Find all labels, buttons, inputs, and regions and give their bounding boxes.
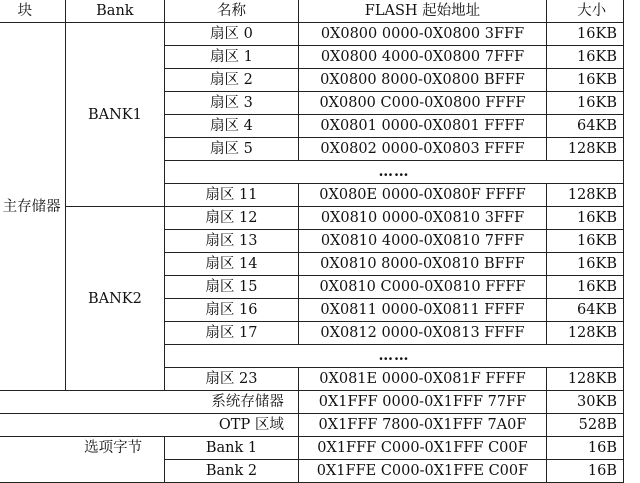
sector-name: 扇区 2 bbox=[165, 69, 299, 92]
header-name: 名称 bbox=[165, 0, 299, 23]
sector-name: 扇区 3 bbox=[165, 92, 299, 115]
header-row bbox=[0, 0, 624, 23]
table-row bbox=[0, 437, 624, 460]
otp-size: 528B bbox=[547, 414, 624, 437]
sector-size: 128KB bbox=[547, 184, 624, 207]
sector-size: 16KB bbox=[547, 230, 624, 253]
option-bank-address: 0X1FFF C000-0X1FFF C00F bbox=[298, 437, 546, 460]
otp-address: 0X1FFF 7800-0X1FFF 7A0F bbox=[298, 414, 546, 437]
ellipsis: …… bbox=[165, 345, 624, 368]
sector-size: 16KB bbox=[547, 253, 624, 276]
main-memory-label: 主存储器 bbox=[0, 23, 65, 391]
sector-name: 扇区 23 bbox=[165, 368, 299, 391]
sector-name: 扇区 16 bbox=[165, 299, 299, 322]
sector-address: 0X0812 0000-0X0813 FFFF bbox=[298, 322, 546, 345]
sector-name: 扇区 15 bbox=[165, 276, 299, 299]
sector-size: 128KB bbox=[547, 138, 624, 161]
sector-size: 128KB bbox=[547, 322, 624, 345]
ellipsis: …… bbox=[165, 161, 624, 184]
sector-name: 扇区 12 bbox=[165, 207, 299, 230]
sector-name: 扇区 4 bbox=[165, 115, 299, 138]
system-memory-label: 系统存储器 bbox=[0, 391, 298, 414]
option-bank-size: 16B bbox=[547, 460, 624, 483]
sector-size: 16KB bbox=[547, 92, 624, 115]
sector-size: 64KB bbox=[547, 299, 624, 322]
option-bank-address: 0X1FFE C000-0X1FFE C00F bbox=[298, 460, 546, 483]
bank1-label: BANK1 bbox=[65, 23, 164, 207]
sector-size: 16KB bbox=[547, 46, 624, 69]
sector-size: 16KB bbox=[547, 69, 624, 92]
option-bank-name: Bank 2 bbox=[165, 460, 299, 483]
otp-label: OTP 区域 bbox=[0, 414, 298, 437]
sector-address: 0X0800 C000-0X0800 FFFF bbox=[298, 92, 546, 115]
table-row bbox=[0, 391, 624, 414]
sector-address: 0X0810 8000-0X0810 BFFF bbox=[298, 253, 546, 276]
sector-address: 0X0801 0000-0X0801 FFFF bbox=[298, 115, 546, 138]
sector-address: 0X0810 4000-0X0810 7FFF bbox=[298, 230, 546, 253]
sector-name: 扇区 11 bbox=[165, 184, 299, 207]
sector-address: 0X080E 0000-0X080F FFFF bbox=[298, 184, 546, 207]
sector-address: 0X0800 4000-0X0800 7FFF bbox=[298, 46, 546, 69]
sector-name: 扇区 0 bbox=[165, 23, 299, 46]
table-row bbox=[0, 414, 624, 437]
sector-size: 16KB bbox=[547, 207, 624, 230]
sector-size: 128KB bbox=[547, 368, 624, 391]
header-bank: Bank bbox=[65, 0, 164, 23]
bank2-label: BANK2 bbox=[65, 207, 164, 391]
table-row bbox=[0, 23, 624, 46]
option-bank-name: Bank 1 bbox=[165, 437, 299, 460]
sector-name: 扇区 14 bbox=[165, 253, 299, 276]
table-row bbox=[0, 207, 624, 230]
sector-name: 扇区 13 bbox=[165, 230, 299, 253]
sector-address: 0X0810 0000-0X0810 3FFF bbox=[298, 207, 546, 230]
sector-address: 0X081E 0000-0X081F FFFF bbox=[298, 368, 546, 391]
header-address: FLASH 起始地址 bbox=[298, 0, 546, 23]
sector-name: 扇区 1 bbox=[165, 46, 299, 69]
sector-size: 16KB bbox=[547, 23, 624, 46]
sector-address: 0X0800 0000-0X0800 3FFF bbox=[298, 23, 546, 46]
option-bank-size: 16B bbox=[547, 437, 624, 460]
sector-size: 16KB bbox=[547, 276, 624, 299]
system-memory-size: 30KB bbox=[547, 391, 624, 414]
sector-size: 64KB bbox=[547, 115, 624, 138]
option-bytes-label: 选项字节 bbox=[0, 437, 165, 483]
sector-address: 0X0800 8000-0X0800 BFFF bbox=[298, 69, 546, 92]
sector-address: 0X0802 0000-0X0803 FFFF bbox=[298, 138, 546, 161]
header-block: 块 bbox=[0, 0, 65, 23]
system-memory-address: 0X1FFF 0000-0X1FFF 77FF bbox=[298, 391, 546, 414]
sector-name: 扇区 17 bbox=[165, 322, 299, 345]
sector-address: 0X0811 0000-0X0811 FFFF bbox=[298, 299, 546, 322]
sector-name: 扇区 5 bbox=[165, 138, 299, 161]
sector-address: 0X0810 C000-0X0810 FFFF bbox=[298, 276, 546, 299]
header-size: 大小 bbox=[547, 0, 624, 23]
